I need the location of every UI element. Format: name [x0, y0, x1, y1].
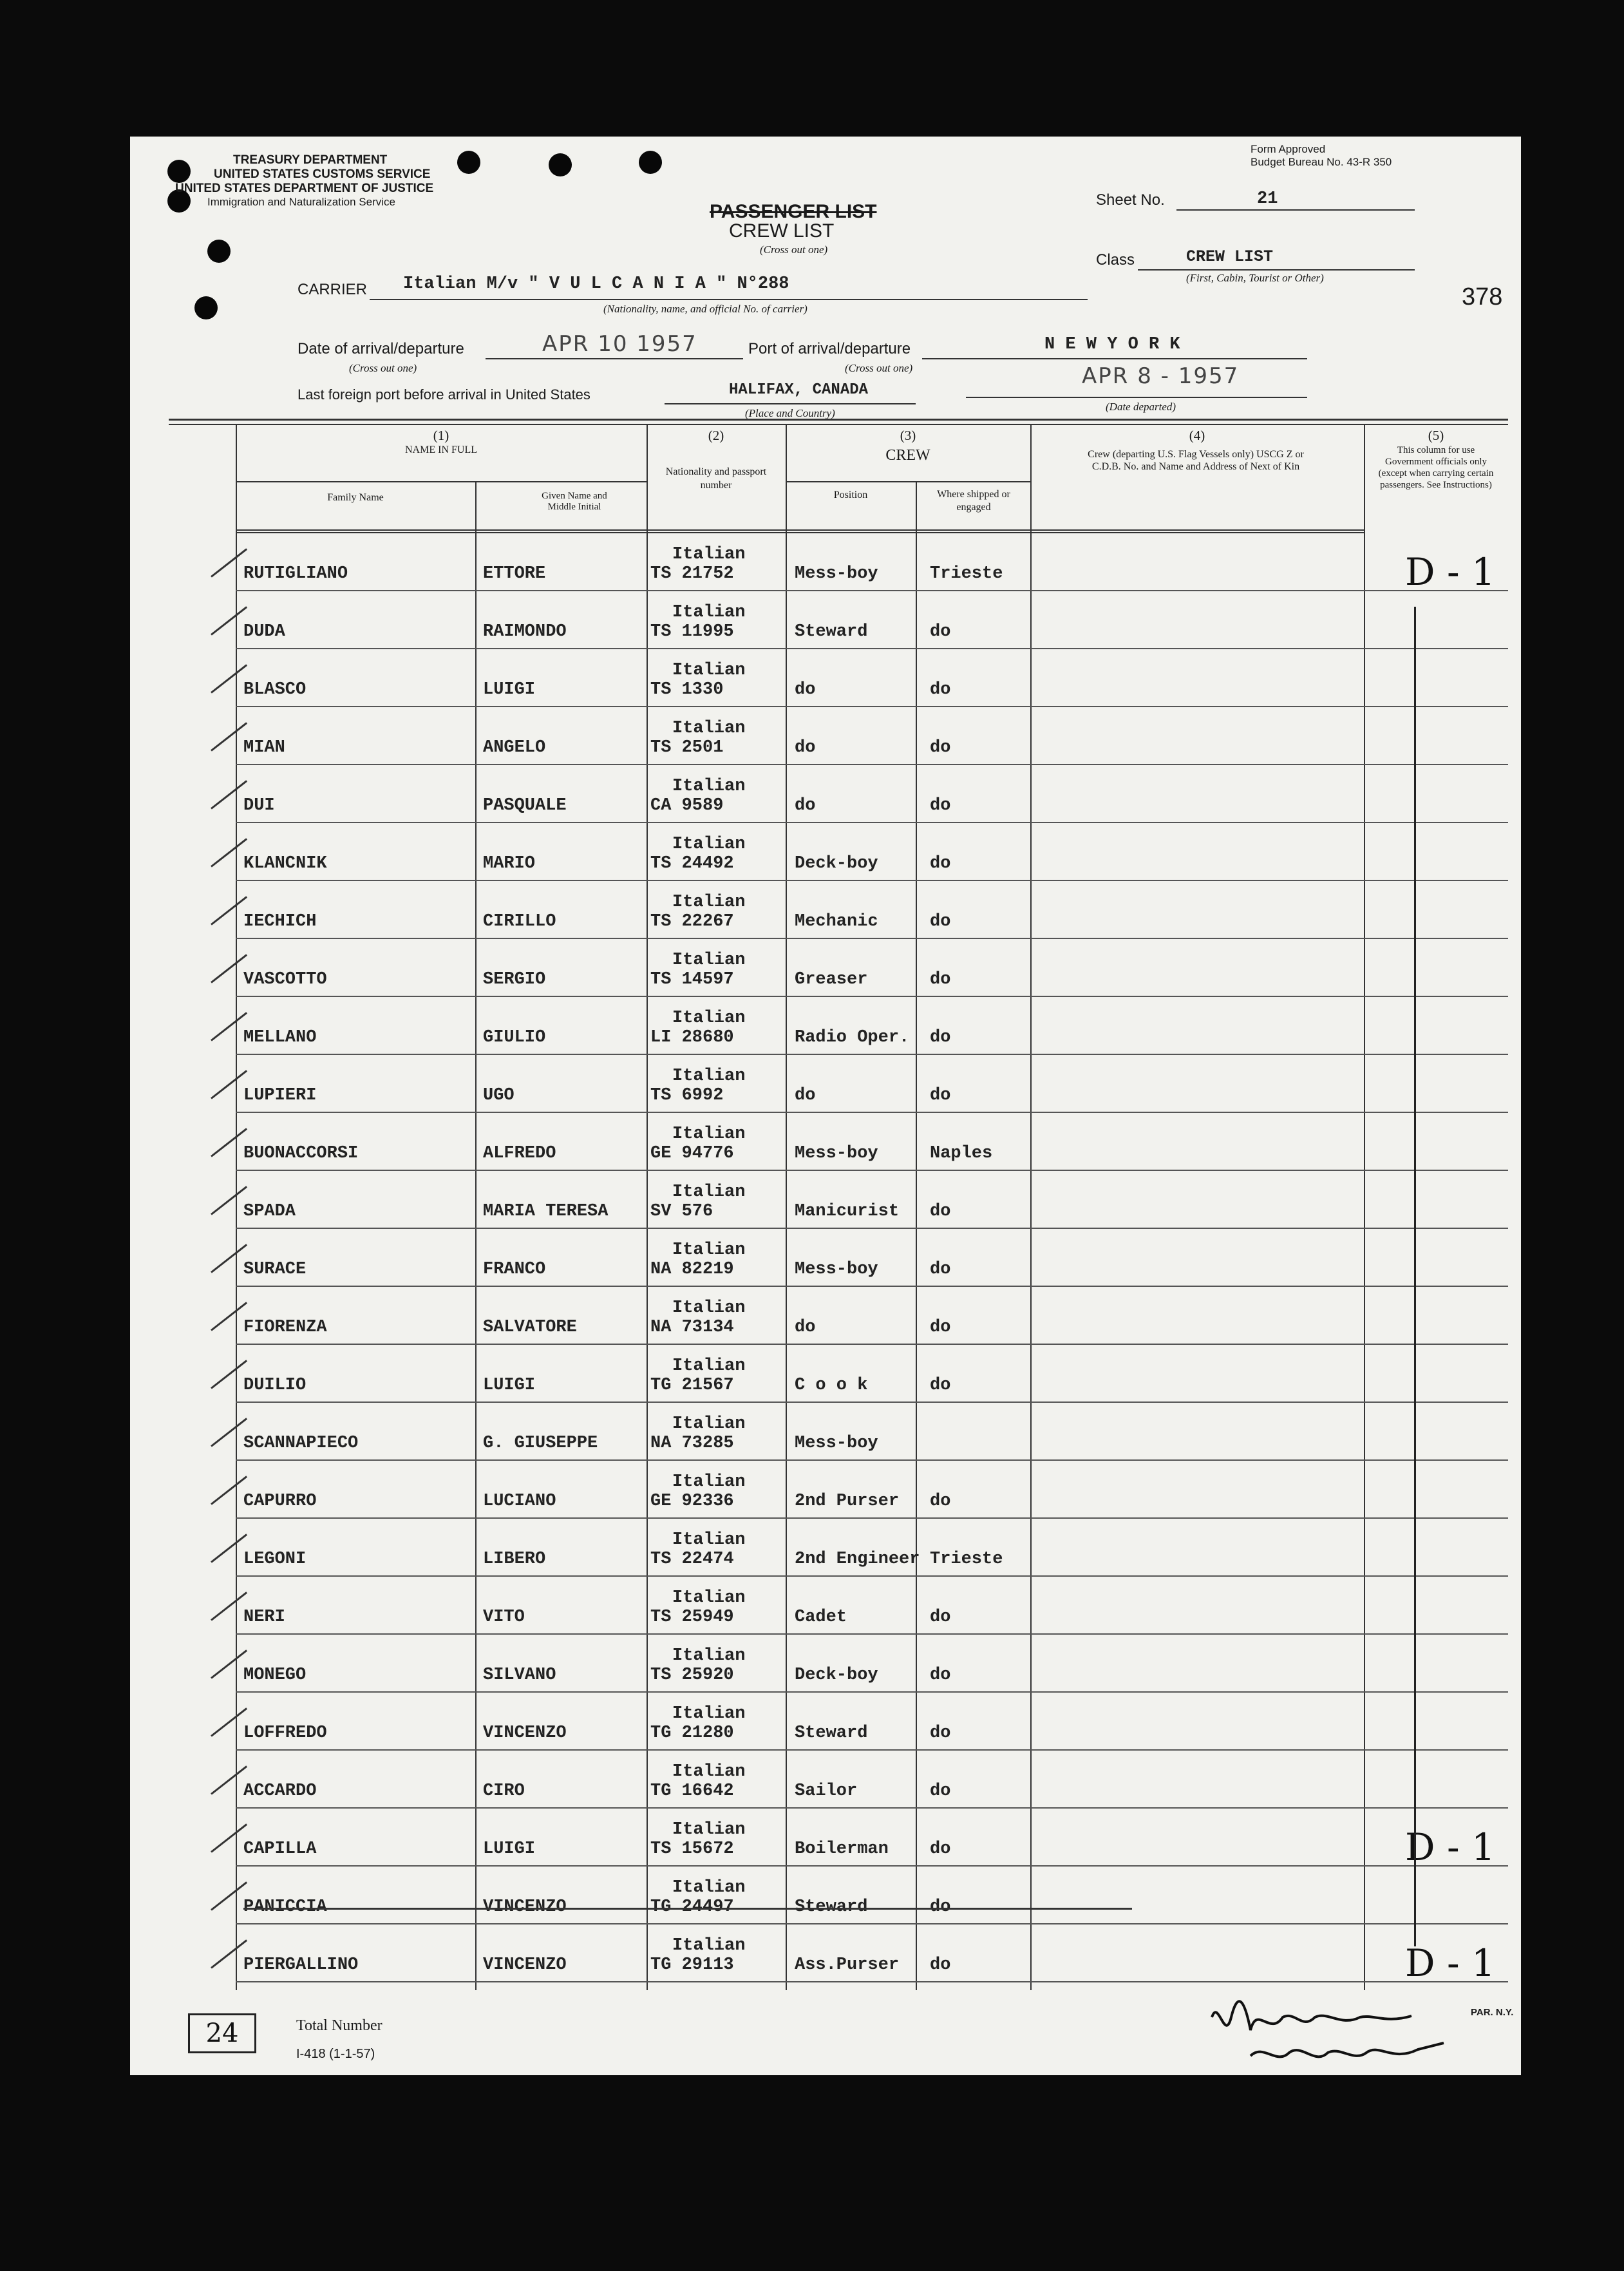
col3-title: CREW [885, 447, 930, 464]
sheet-label: Sheet No. [1096, 191, 1165, 209]
total-label: Total Number [296, 2017, 382, 2034]
class-hint: (First, Cabin, Tourist or Other) [1186, 272, 1324, 284]
row-divider [236, 1749, 1508, 1751]
check-mark-icon [211, 664, 247, 693]
passport-number: TS 1330 [650, 680, 724, 699]
col1-given: Given Name and Middle Initial [542, 491, 607, 512]
where-shipped: do [930, 912, 951, 931]
col3-position: Position [833, 489, 868, 500]
punch-hole-icon [457, 151, 480, 174]
nationality: Italian [672, 1067, 746, 1086]
given-name: G. GIUSEPPE [483, 1434, 598, 1453]
row-divider [236, 706, 1508, 707]
col4-title: Crew (departing U.S. Flag Vessels only) USCG Z or C.D.B. No. and Name and Address of Next of Kin [1088, 449, 1304, 472]
col1-title: NAME IN FULL [405, 444, 477, 455]
family-name: VASCOTTO [243, 970, 327, 989]
passport-number: GE 92336 [650, 1492, 734, 1511]
passport-number: NA 73134 [650, 1318, 734, 1337]
date-label: Date of arrival/departure [297, 340, 464, 357]
port-value: N E W Y O R K [1044, 335, 1180, 354]
passport-number: TS 14597 [650, 970, 734, 989]
punch-hole-icon [167, 160, 191, 183]
check-mark-icon [211, 896, 247, 925]
family-name: CAPILLA [243, 1839, 317, 1859]
passport-number: TS 6992 [650, 1086, 724, 1105]
check-mark-icon [211, 1070, 247, 1099]
carrier-label: CARRIER [297, 281, 368, 298]
where-shipped: do [930, 1839, 951, 1859]
class-value: CREW LIST [1186, 247, 1274, 266]
form-number: I-418 (1-1-57) [296, 2047, 375, 2061]
passport-number: TG 29113 [650, 1955, 734, 1975]
col5-title: This column for use Government officials only (except when carrying certain passengers. See Instructions) [1378, 445, 1494, 490]
crew-list-title: CREW LIST [729, 220, 835, 242]
check-mark-icon [211, 606, 247, 635]
given-name: LUIGI [483, 1376, 536, 1395]
nationality: Italian [672, 1414, 746, 1434]
given-name: LUIGI [483, 680, 536, 699]
family-name: SPADA [243, 1202, 296, 1221]
nationality: Italian [672, 1878, 746, 1897]
col1-num: (1) [433, 428, 449, 443]
passport-number: TS 25920 [650, 1666, 734, 1685]
col1-family: Family Name [327, 492, 384, 503]
port-hint: (Cross out one) [845, 362, 913, 374]
given-name: SALVATORE [483, 1318, 577, 1337]
budget-bureau: Budget Bureau No. 43-R 350 [1251, 156, 1392, 168]
nationality: Italian [672, 1183, 746, 1202]
row-divider [236, 1923, 1508, 1924]
par-ny: PAR. N.Y. [1471, 2007, 1514, 2018]
row-divider [236, 1054, 1508, 1055]
crew-position: do [795, 680, 816, 699]
nationality: Italian [672, 1530, 746, 1550]
passenger-list-title: PASSENGER LIST [710, 201, 877, 222]
family-name: LOFFREDO [243, 1724, 327, 1743]
check-mark-icon [211, 1823, 247, 1852]
col4-num: (4) [1189, 428, 1205, 443]
crew-position: Ass.Purser [795, 1955, 900, 1975]
dept-line-3: UNITED STATES DEPARTMENT OF JUSTICE [175, 182, 434, 195]
page-number: 378 [1462, 283, 1503, 310]
signature [1199, 1991, 1469, 2075]
given-name: SILVANO [483, 1666, 556, 1685]
row-divider [236, 880, 1508, 881]
class-label: Class [1096, 251, 1135, 269]
check-mark-icon [211, 1592, 247, 1620]
official-mark: D - 1 [1405, 1941, 1495, 1985]
row-divider [236, 590, 1508, 591]
where-shipped: do [930, 1955, 951, 1975]
date-hint: (Cross out one) [349, 362, 417, 374]
where-shipped: do [930, 1897, 951, 1917]
check-mark-icon [211, 1939, 247, 1968]
where-shipped: do [930, 970, 951, 989]
family-name: RUTIGLIANO [243, 564, 348, 584]
where-shipped: do [930, 796, 951, 815]
departed-date-stamp: APR 8 - 1957 [1082, 363, 1240, 389]
row-divider [236, 1981, 1508, 1982]
given-name: FRANCO [483, 1260, 546, 1279]
last-port-label: Last foreign port before arrival in United States [297, 386, 590, 403]
where-shipped: do [930, 1318, 951, 1337]
check-mark-icon [211, 1128, 247, 1157]
crew-position: 2nd Engineer [795, 1550, 920, 1569]
crew-position: Mess-boy [795, 1260, 878, 1279]
passport-number: TS 22474 [650, 1550, 734, 1569]
passport-number: TS 22267 [650, 912, 734, 931]
col5-num: (5) [1428, 428, 1444, 443]
nationality: Italian [672, 661, 746, 680]
carrier-hint: (Nationality, name, and official No. of carrier) [603, 303, 807, 315]
where-shipped: do [930, 1028, 951, 1047]
date-departed-hint: (Date departed) [1106, 401, 1176, 413]
where-shipped: do [930, 1666, 951, 1685]
family-name: KLANCNIK [243, 854, 327, 873]
row-divider [236, 1633, 1508, 1635]
family-name: DUDA [243, 622, 285, 641]
given-name: GIULIO [483, 1028, 546, 1047]
nationality: Italian [672, 1762, 746, 1782]
where-shipped: Trieste [930, 1550, 1003, 1569]
passport-number: TS 25949 [650, 1608, 734, 1627]
check-mark-icon [211, 1534, 247, 1563]
nationality: Italian [672, 1646, 746, 1666]
check-mark-icon [211, 1302, 247, 1331]
passport-number: GE 94776 [650, 1144, 734, 1163]
check-mark-icon [211, 1649, 247, 1678]
passport-number: LI 28680 [650, 1028, 734, 1047]
nationality: Italian [672, 893, 746, 912]
given-name: ALFREDO [483, 1144, 556, 1163]
given-name: ANGELO [483, 738, 546, 757]
crew-position: Steward [795, 1724, 868, 1743]
crew-position: Radio Oper. [795, 1028, 910, 1047]
passport-number: NA 82219 [650, 1260, 734, 1279]
form-approved: Form Approved [1251, 143, 1326, 155]
punch-hole-icon [207, 240, 231, 263]
given-name: LUIGI [483, 1839, 536, 1859]
family-name: BUONACCORSI [243, 1144, 359, 1163]
punch-hole-icon [639, 151, 662, 174]
where-shipped: do [930, 738, 951, 757]
where-shipped: do [930, 1492, 951, 1511]
row-divider [236, 1459, 1508, 1461]
passport-number: TS 2501 [650, 738, 724, 757]
family-name: CAPURRO [243, 1492, 317, 1511]
carrier-value: Italian M/v " V U L C A N I A " N°288 [403, 274, 789, 294]
given-name: PASQUALE [483, 796, 567, 815]
where-shipped: do [930, 1724, 951, 1743]
official-mark: D - 1 [1405, 1825, 1495, 1869]
where-shipped: do [930, 622, 951, 641]
check-mark-icon [211, 780, 247, 809]
where-shipped: Naples [930, 1144, 993, 1163]
nationality: Italian [672, 1820, 746, 1839]
crew-position: do [795, 1318, 816, 1337]
where-shipped: do [930, 1202, 951, 1221]
given-name: VINCENZO [483, 1955, 567, 1975]
nationality: Italian [672, 835, 746, 854]
nationality: Italian [672, 1240, 746, 1260]
strike-line [243, 1908, 1132, 1910]
given-name: VINCENZO [483, 1724, 567, 1743]
family-name: MIAN [243, 738, 285, 757]
crew-position: Mess-boy [795, 1144, 878, 1163]
check-mark-icon [211, 1765, 247, 1794]
dept-line-1: TREASURY DEPARTMENT [233, 153, 388, 167]
official-bracket-line [1414, 607, 1416, 1946]
given-name: MARIA TERESA [483, 1202, 609, 1221]
family-name: NERI [243, 1608, 285, 1627]
passport-number: TG 21567 [650, 1376, 734, 1395]
passport-number: TG 24497 [650, 1897, 734, 1917]
crew-position: 2nd Purser [795, 1492, 900, 1511]
nationality: Italian [672, 1298, 746, 1318]
family-name: IECHICH [243, 912, 317, 931]
col2-title: Nationality and passport number [665, 466, 767, 491]
crew-position: Deck-boy [795, 854, 878, 873]
row-divider [236, 1691, 1508, 1693]
crew-position: do [795, 1086, 816, 1105]
title-cross-out-hint: (Cross out one) [760, 243, 828, 256]
check-mark-icon [211, 722, 247, 751]
crew-position: Mechanic [795, 912, 878, 931]
check-mark-icon [211, 1186, 247, 1215]
family-name: MELLANO [243, 1028, 317, 1047]
where-shipped: do [930, 854, 951, 873]
family-name: PIERGALLINO [243, 1955, 359, 1975]
crew-position: Mess-boy [795, 1434, 878, 1453]
given-name: SERGIO [483, 970, 546, 989]
nationality: Italian [672, 1009, 746, 1028]
crew-position: Sailor [795, 1782, 858, 1801]
given-name: VITO [483, 1608, 525, 1627]
crew-position: C o o k [795, 1376, 868, 1395]
row-divider [236, 1517, 1508, 1519]
crew-position: Steward [795, 1897, 868, 1917]
row-divider [236, 648, 1508, 649]
family-name: PANICCIA [243, 1897, 327, 1917]
crew-position: do [795, 796, 816, 815]
col3-where: Where shipped or engaged [937, 489, 1010, 513]
official-mark: D - 1 [1405, 550, 1495, 594]
row-divider [236, 1402, 1508, 1403]
passport-number: CA 9589 [650, 796, 724, 815]
row-divider [236, 1286, 1508, 1287]
family-name: DUI [243, 796, 275, 815]
family-name: SURACE [243, 1260, 307, 1279]
passport-number: TG 21280 [650, 1724, 734, 1743]
crew-position: Steward [795, 622, 868, 641]
family-name: LUPIERI [243, 1086, 317, 1105]
col3-num: (3) [900, 428, 916, 443]
check-mark-icon [211, 1012, 247, 1041]
crew-position: Deck-boy [795, 1666, 878, 1685]
row-divider [236, 822, 1508, 823]
where-shipped: do [930, 1376, 951, 1395]
family-name: BLASCO [243, 680, 307, 699]
last-port-hint: (Place and Country) [745, 407, 835, 419]
where-shipped: do [930, 1086, 951, 1105]
given-name: VINCENZO [483, 1897, 567, 1917]
family-name: LEGONI [243, 1550, 307, 1569]
col2-num: (2) [708, 428, 724, 443]
punch-hole-icon [549, 153, 572, 176]
family-name: SCANNAPIECO [243, 1434, 359, 1453]
nationality: Italian [672, 719, 746, 738]
crew-position: Greaser [795, 970, 868, 989]
family-name: MONEGO [243, 1666, 307, 1685]
family-name: FIORENZA [243, 1318, 327, 1337]
passport-number: TS 15672 [650, 1839, 734, 1859]
given-name: ETTORE [483, 564, 546, 584]
row-divider [236, 1575, 1508, 1577]
row-divider [236, 938, 1508, 939]
check-mark-icon [211, 1418, 247, 1447]
row-divider [236, 1865, 1508, 1867]
last-port-value: HALIFAX, CANADA [729, 381, 869, 399]
total-value: 24 [205, 2019, 239, 2048]
check-mark-icon [211, 1360, 247, 1389]
crew-position: do [795, 738, 816, 757]
passport-number: TS 11995 [650, 622, 734, 641]
given-name: MARIO [483, 854, 536, 873]
where-shipped: do [930, 680, 951, 699]
check-mark-icon [211, 1244, 247, 1273]
check-mark-icon [211, 1881, 247, 1910]
given-name: UGO [483, 1086, 515, 1105]
given-name: RAIMONDO [483, 622, 567, 641]
check-mark-icon [211, 1707, 247, 1736]
crew-position: Mess-boy [795, 564, 878, 584]
nationality: Italian [672, 603, 746, 622]
where-shipped: do [930, 1608, 951, 1627]
passport-number: NA 73285 [650, 1434, 734, 1453]
dept-line-4: Immigration and Naturalization Service [207, 196, 395, 208]
total-box [188, 2013, 256, 2053]
nationality: Italian [672, 545, 746, 564]
dept-line-2: UNITED STATES CUSTOMS SERVICE [214, 167, 431, 181]
nationality: Italian [672, 1125, 746, 1144]
manifest-sheet [130, 137, 1521, 2075]
where-shipped: Trieste [930, 564, 1003, 584]
nationality: Italian [672, 1588, 746, 1608]
row-divider [236, 996, 1508, 997]
row-divider [236, 1807, 1508, 1809]
where-shipped: do [930, 1782, 951, 1801]
row-divider [236, 1228, 1508, 1229]
sheet-value: 21 [1257, 189, 1278, 209]
check-mark-icon [211, 1476, 247, 1505]
passport-number: TS 21752 [650, 564, 734, 584]
nationality: Italian [672, 951, 746, 970]
punch-hole-icon [194, 296, 218, 319]
nationality: Italian [672, 1936, 746, 1955]
row-divider [236, 764, 1508, 765]
nationality: Italian [672, 777, 746, 796]
given-name: CIRO [483, 1782, 525, 1801]
given-name: LUCIANO [483, 1492, 556, 1511]
where-shipped: do [930, 1260, 951, 1279]
check-mark-icon [211, 954, 247, 983]
row-divider [236, 1170, 1508, 1171]
arrival-date-stamp: APR 10 1957 [542, 331, 697, 357]
row-divider [236, 1112, 1508, 1113]
family-name: ACCARDO [243, 1782, 317, 1801]
port-label: Port of arrival/departure [748, 340, 911, 357]
nationality: Italian [672, 1704, 746, 1724]
crew-position: Manicurist [795, 1202, 900, 1221]
given-name: CIRILLO [483, 912, 556, 931]
check-mark-icon [211, 548, 247, 577]
passport-number: SV 576 [650, 1202, 713, 1221]
passport-number: TG 16642 [650, 1782, 734, 1801]
nationality: Italian [672, 1472, 746, 1492]
row-divider [236, 1344, 1508, 1345]
crew-position: Cadet [795, 1608, 847, 1627]
nationality: Italian [672, 1356, 746, 1376]
crew-position: Boilerman [795, 1839, 889, 1859]
given-name: LIBERO [483, 1550, 546, 1569]
check-mark-icon [211, 838, 247, 867]
passport-number: TS 24492 [650, 854, 734, 873]
family-name: DUILIO [243, 1376, 307, 1395]
